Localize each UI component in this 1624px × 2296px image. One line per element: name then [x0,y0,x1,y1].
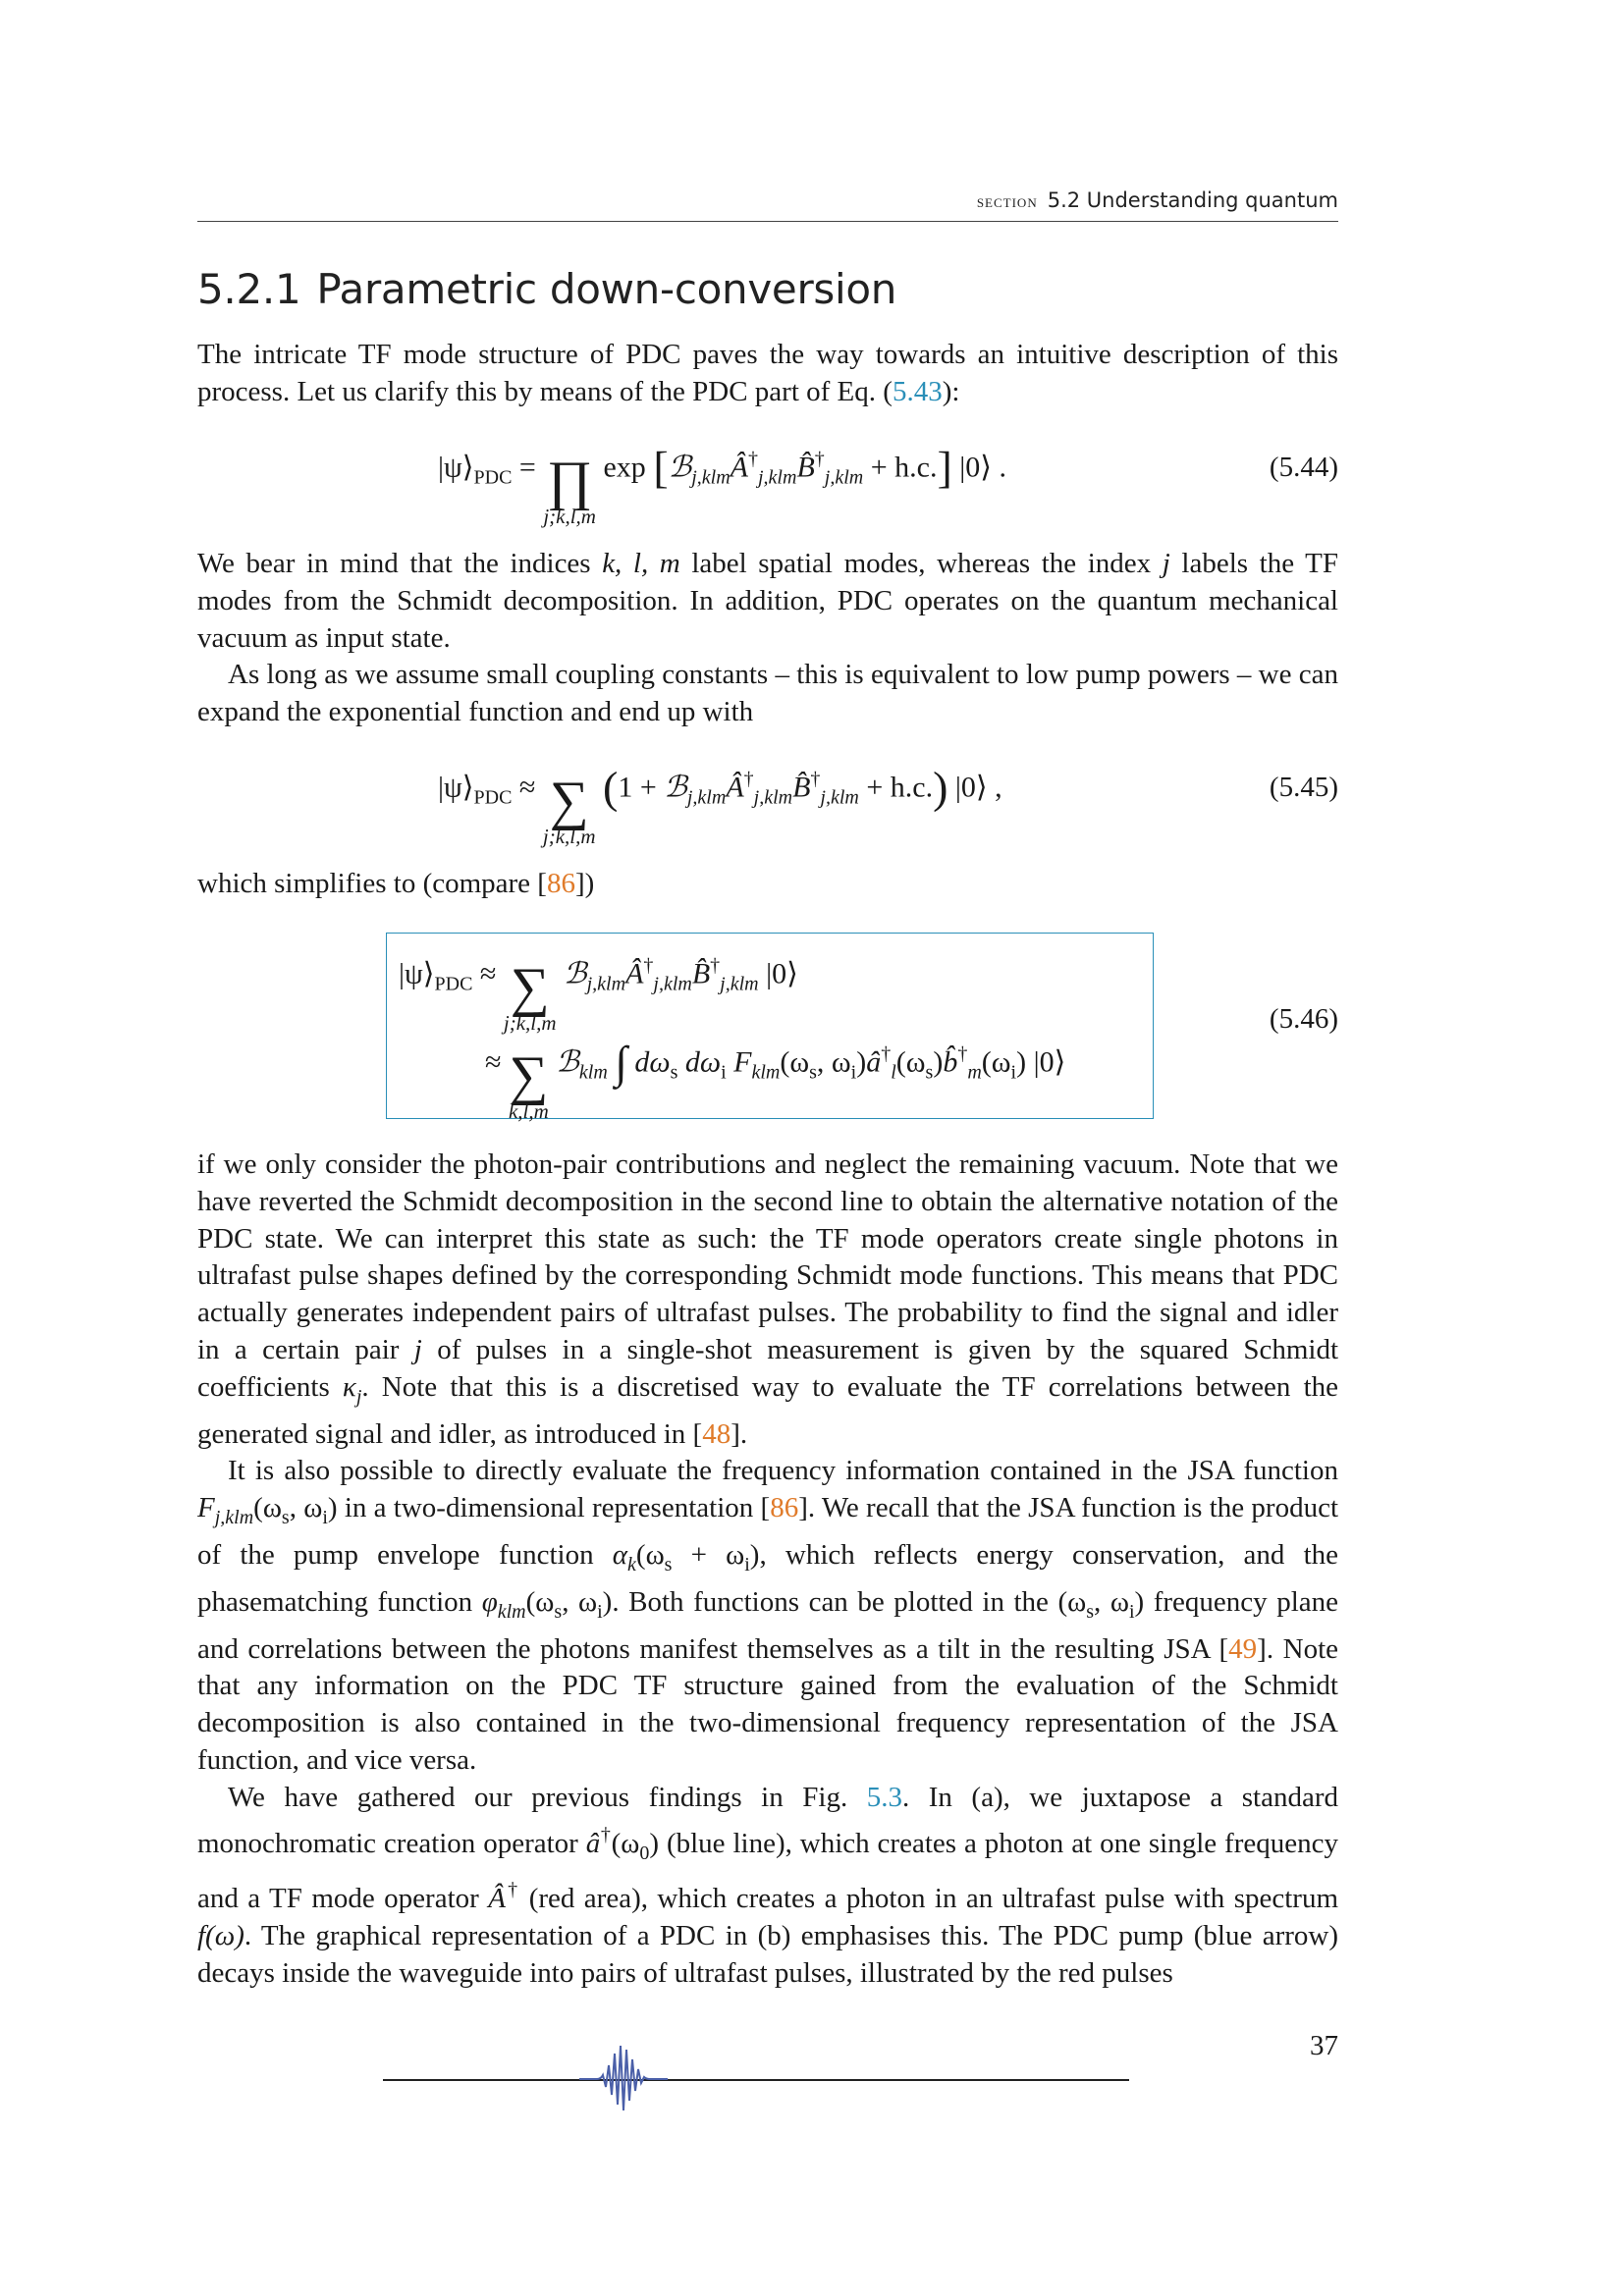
math-index-j: j [1162,548,1170,579]
paragraph-body [197,1147,1338,1993]
exp-function: exp [603,451,646,484]
math-a-hat: â [585,1827,601,1859]
differential-ws: dω [634,1045,671,1079]
text-run: label spatial modes, whereas the index [679,548,1163,579]
integral-symbol: ∫ [615,1037,627,1088]
math-args-comma: , ω [289,1492,323,1524]
operator-A: Â [726,771,744,804]
operator-b-dagger: † [957,1042,968,1065]
citation-link[interactable]: 48 [702,1417,731,1450]
text-run: frequency plane and correlations between the photons manifest themselves as a tilt in the resulting JSA [ [197,1585,1339,1665]
equation-5-45 [197,752,1338,850]
text-run: ]. [731,1417,748,1450]
math-phi: φ [481,1585,498,1618]
math-args-s: s [664,1553,673,1575]
text-run: The intricate TF mode structure of PDC paves the way towards an intuitive description of this process. Let us clarify this by means of the PDC part of Eq. ( [197,339,1338,407]
sum-symbol: ∑ [549,771,589,831]
math-args-i: i [597,1600,603,1623]
math-A-hat: Â [488,1883,506,1915]
operator-A-dagger: † [743,768,754,790]
eq-relation: ≈ [479,957,497,990]
text-run: ): [942,375,960,407]
section-title: Parametric down-conversion [316,265,897,313]
page-number: 37 [1310,2030,1338,2061]
text-run: It is also possible to directly evaluate the frequency information contained in the JSA function [228,1455,1338,1487]
eq-lhs-sub: PDC [473,466,513,489]
operator-b-arg-close: ) [1016,1045,1027,1079]
operator-B: B̂ [691,957,711,990]
eq-relation: = [518,451,536,484]
text-run: We have gathered our previous findings in Fig. [228,1781,867,1813]
text-run: . The graphical representation of a PDC in (b) emphasises this. The PDC pump (blue arrow) decays inside the waveguide into pairs of ultrafast pulses, illustrated by the red pulses [197,1920,1338,1989]
text-run: , which reflects energy conservation, and the phasematching function [197,1538,1338,1618]
eq-relation: ≈ [518,771,536,804]
paragraph-jsa [197,1453,1338,1779]
math-args-i: i [744,1553,750,1575]
text-run: ]) [574,868,595,899]
coupling-B-sub: j,klm [686,786,727,809]
right-bracket: ] [937,442,952,493]
operator-b-sub: m [967,1061,982,1084]
math-arg-close: ) [649,1827,660,1859]
product-limits: j;k,l,m [543,505,596,528]
equation-number: (5.46) [1269,1003,1338,1035]
sum-limits: j;k,l,m [542,825,596,848]
text-run: ]. We recall that the JSA function is the product of the pump envelope function [197,1492,1338,1571]
math-F: F [197,1492,215,1524]
math-plane-comma: , ω [1094,1585,1129,1618]
operator-a-arg: (ω [895,1045,926,1079]
differential-wi-sub: i [721,1061,727,1084]
operator-a-dagger: † [881,1042,892,1065]
differential-ws-sub: s [670,1061,678,1084]
math-args-close: ) [749,1538,760,1571]
math-args-s: s [554,1600,563,1623]
math-plane-i: i [1128,1600,1135,1623]
text-run: in a two-dimensional representation [ [337,1492,771,1524]
operator-B-sub: j,klm [824,466,864,489]
operator-B-dagger: † [710,954,721,977]
math-args: (ω [635,1538,665,1571]
vacuum-ket: |0⟩ [766,957,798,990]
jsa-args: (ω [780,1045,810,1079]
text-run: (red area), which creates a photon in an ultrafast pulse with spectrum [519,1883,1339,1915]
operator-A-dagger: † [643,954,654,977]
coupling-B: ℬ [564,957,587,990]
math-args: (ω [525,1585,555,1618]
operator-A-sub: j,klm [753,786,793,809]
vacuum-ket: |0⟩ , [954,771,1002,804]
paragraph-simplifies [197,866,1338,903]
coupling-B: ℬ [668,451,692,484]
jsa-args-i: i [850,1061,857,1084]
operator-b: b̂ [943,1045,958,1079]
math-F-sub: j,klm [214,1507,254,1529]
jsa-args-close: ) [856,1045,867,1079]
math-arg: (ω [611,1827,640,1859]
equation-5-46 [197,933,1338,1123]
operator-B-dagger: † [814,448,825,470]
coupling-B: ℬ [664,771,687,804]
header-section-label: section [976,191,1038,212]
text-run: of pulses in a single-shot measurement is given by the squared Schmidt coefficients [197,1333,1338,1403]
sum-limits: j;k,l,m [503,1011,557,1035]
differential-wi: dω [684,1045,722,1079]
header-rule [197,221,1338,222]
operator-A: Â [730,451,748,484]
eq-line-1 [399,938,798,1035]
math-args-comma: , ω [562,1585,598,1618]
figure-ref-link[interactable]: 5.3 [866,1781,902,1813]
operator-a-arg-sub: s [925,1061,934,1084]
math-indices: k, l, m [602,548,680,579]
product-symbol: ∏ [547,451,593,511]
eq-one-plus: 1 + [618,771,657,804]
math-args-close: ) [327,1492,338,1524]
section-heading [197,265,896,313]
sum-operator [503,957,557,1036]
math-f-omega: f(ω) [197,1920,244,1952]
equation-ref-link[interactable]: 5.43 [892,375,943,407]
operator-B: B̂ [796,451,815,484]
math-args-i: i [322,1507,328,1529]
text-run: ]. Note that any information on the PDC TF structure gained from the evaluation of the Schmidt decomposition is also contained in the two-dimensional frequency representation of the JSA function, and vice versa. [197,1632,1338,1776]
operator-a: â [866,1045,882,1079]
eq-lhs-sub: PDC [473,786,513,809]
operator-B: B̂ [792,771,811,804]
coupling-B-sub: klm [578,1061,608,1084]
coupling-B-sub: j,klm [691,466,731,489]
eq-lhs-sub: PDC [434,973,473,995]
header-section-title: 5.2 Understanding quantum [1047,188,1338,212]
operator-a-arg-close: ) [933,1045,944,1079]
math-alpha-sub: k [627,1553,636,1575]
math-kappa: κ [342,1370,356,1403]
math-arg-sub: 0 [639,1842,650,1864]
sum-symbol: ∑ [510,957,550,1018]
operator-B-sub: j,klm [820,786,859,809]
vacuum-ket: |0⟩ . [959,451,1006,484]
eq-lhs: |ψ⟩ [399,957,435,990]
jsa-args-s: s [809,1061,817,1084]
math-alpha: α [612,1538,628,1571]
text-run: We bear in mind that the indices [197,548,603,579]
math-args-s: s [281,1507,290,1529]
operator-A-dagger: † [748,448,758,470]
paragraph-figure [197,1780,1338,1993]
equation-number: (5.45) [1269,772,1338,803]
eq-lhs: |ψ⟩ [438,771,474,804]
product-operator [543,451,596,529]
operator-b-arg-sub: i [1010,1061,1017,1084]
text-run: . In (a), we juxtapose a standard monochromatic creation operator [197,1781,1338,1859]
math-plane-s: s [1086,1600,1095,1623]
jsa-F-sub: klm [751,1061,781,1084]
wave-packet-icon [579,2032,668,2120]
text-run: (blue line), which creates a photon at one single frequency and a TF mode operator [197,1827,1338,1915]
math-args: (ω [253,1492,282,1524]
coupling-B: ℬ [556,1045,579,1079]
operator-A: Â [625,957,644,990]
footer-rule [383,2079,1129,2081]
text-run: . Note that this is a discretised way to evaluate the TF correlations between the generated signal and idler, as introduced in [ [197,1370,1339,1450]
running-header [197,188,1338,213]
math-index-j: j [413,1333,422,1365]
paragraph-intro [197,337,1338,411]
paragraph-expansion: As long as we assume small coupling constants – this is equivalent to low pump powers – we can expand the exponential function and end up with [197,659,1338,728]
eq-relation: ≈ [485,1045,502,1079]
citation-link[interactable]: 49 [1228,1632,1258,1665]
jsa-F: F [733,1045,752,1079]
text-run: labels the TF modes from the Schmidt decomposition. In addition, PDC operates on the quantum mechanical vacuum as input state. [197,548,1338,654]
equation-number: (5.44) [1269,452,1338,483]
sum-limits: k,l,m [508,1099,549,1123]
coupling-B-sub: j,klm [586,973,626,995]
citation-link[interactable]: 86 [546,868,575,899]
section-number: 5.2.1 [197,265,301,313]
math-plane-close: ) [1134,1585,1145,1618]
operator-b-arg: (ω [981,1045,1011,1079]
operator-B-dagger: † [810,768,821,790]
text-run: . Both functions can be plotted in the [612,1585,1058,1618]
sum-symbol: ∑ [509,1045,549,1106]
operator-A-sub: j,klm [653,973,692,995]
text-run: which simplifies to (compare [ [197,868,547,899]
eq-lhs: |ψ⟩ [438,451,474,484]
text-run: if we only consider the photon-pair contributions and neglect the remaining vacuum. Note that we have reverted the Schmidt decomposition in the second line to obtain the alternative notation of the PDC state. We can interpret this state as such: the TF mode operators create single photons in ultrafast pulse shapes defined by the corresponding Schmidt mode functions. This means that PDC actually generates independent pairs of ultrafast pulses. The probability to find the signal and idler in a certain pair [197,1148,1338,1365]
hermitian-conjugate: + h.c. [870,451,938,484]
citation-link[interactable]: 86 [770,1492,799,1524]
math-kappa-sub: j [355,1385,362,1408]
operator-A-sub: j,klm [758,466,797,489]
operator-a-sub: l [891,1061,896,1084]
hermitian-conjugate: + h.c. [866,771,934,804]
math-phi-sub: klm [497,1600,526,1623]
paragraph-indices [197,546,1338,731]
sum-operator [542,771,596,849]
vacuum-ket: |0⟩ [1033,1045,1066,1079]
math-plane: (ω [1057,1585,1087,1618]
operator-B-sub: j,klm [720,973,759,995]
paragraph-photon-pairs [197,1147,1338,1453]
math-args-plus: + ω [672,1538,745,1571]
left-paren: ( [603,762,619,813]
wave-packet-path [579,2046,668,2110]
math-args-close: ) [602,1585,613,1618]
eq-line-2 [485,1027,1066,1123]
sum-operator [508,1045,549,1124]
left-bracket: [ [653,442,669,493]
math-dagger: † [600,1823,612,1845]
right-paren: ) [933,762,948,813]
math-dagger: † [505,1879,520,1901]
jsa-args-comma: , ω [816,1045,851,1079]
equation-5-44 [197,432,1338,530]
